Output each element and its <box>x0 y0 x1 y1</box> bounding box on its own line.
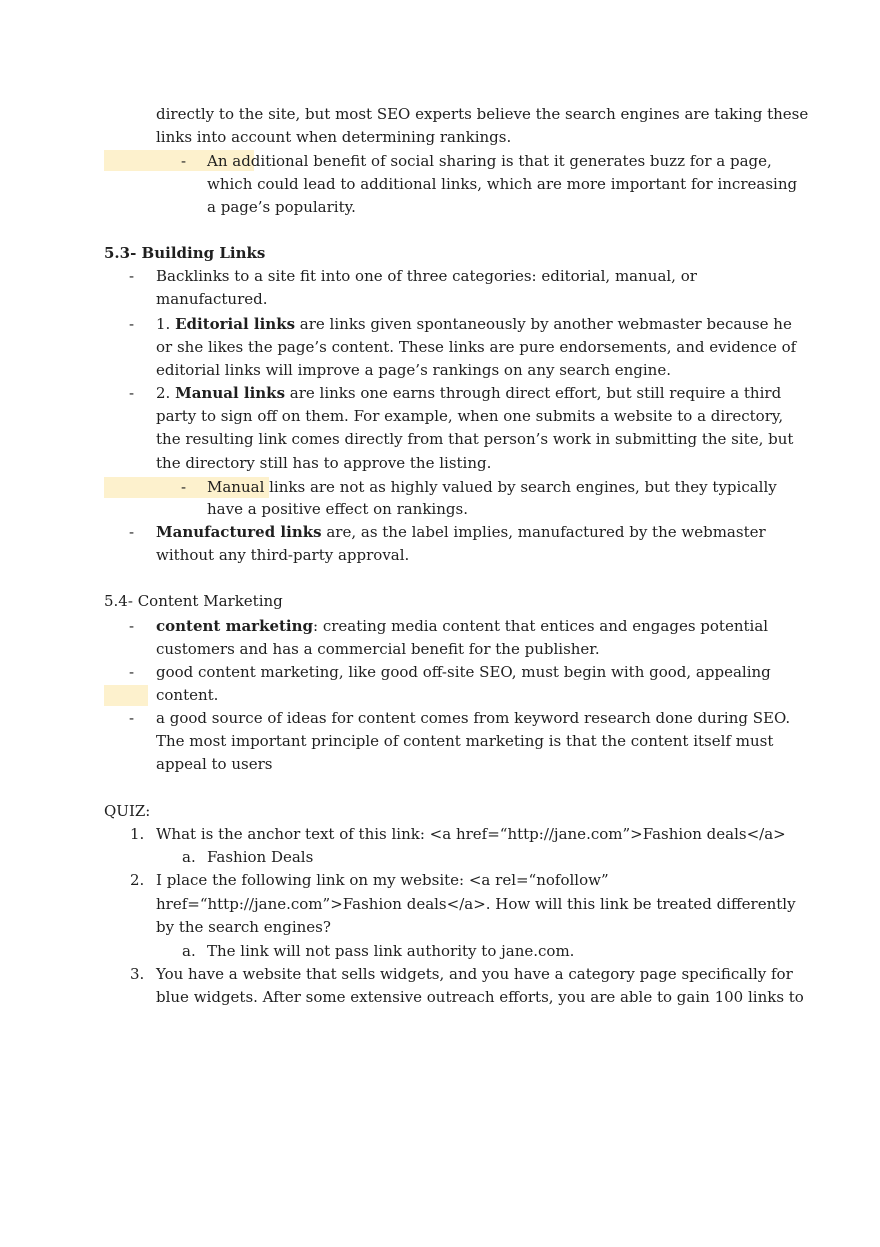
bullet-line: The most important principle of content marketing is that the content itself must <box>156 732 774 750</box>
bullet-line: content marketing: creating media content that entices and engages potential <box>156 617 769 635</box>
bullet-line: the directory still has to approve the listing. <box>156 454 492 472</box>
bullet-marker: - <box>129 663 135 681</box>
bullet-line: editorial links will improve a page’s rankings on any search engine. <box>156 361 671 379</box>
list-letter: a. <box>182 942 196 960</box>
bullet-marker: - <box>181 478 187 496</box>
bullet-line: without any third-party approval. <box>156 546 410 564</box>
section-heading: 5.3- Building Links <box>104 244 266 262</box>
bullet-line: party to sign off on them. For example, when one submits a website to a directory, <box>156 407 784 425</box>
bullet-marker: - <box>129 709 135 727</box>
bullet-line: content. <box>156 686 219 704</box>
bullet-marker: - <box>129 315 135 333</box>
bullet-line: customers and has a commercial benefit for the publisher. <box>156 640 600 658</box>
quiz-question: href=“http://jane.com”>Fashion deals</a>. How will this link be treated differently <box>156 895 796 913</box>
sub-bullet-line: An additional benefit of social sharing is that it generates buzz for a page, <box>207 152 772 170</box>
quiz-heading: QUIZ: <box>104 802 151 820</box>
sub-bullet-line: have a positive effect on rankings. <box>207 500 468 518</box>
bold-term: Manufactured links <box>156 523 322 541</box>
list-letter: a. <box>182 848 196 866</box>
bullet-line: manufactured. <box>156 290 268 308</box>
quiz-answer: Fashion Deals <box>207 848 314 866</box>
bullet-marker: - <box>181 152 187 170</box>
paragraph-line: directly to the site, but most SEO experts believe the search engines are taking these <box>156 105 809 123</box>
bullet-marker: - <box>129 267 135 285</box>
quiz-answer: The link will not pass link authority to jane.com. <box>207 942 575 960</box>
bold-term: content marketing <box>156 617 314 635</box>
bullet-line: 2. Manual links are links one earns through direct effort, but still require a third <box>156 384 782 402</box>
quiz-question: You have a website that sells widgets, and you have a category page specifically for <box>156 965 793 983</box>
bullet-line: appeal to users <box>156 755 273 773</box>
sub-bullet-line: a page’s popularity. <box>207 198 356 216</box>
bullet-marker: - <box>129 523 135 541</box>
quiz-question: by the search engines? <box>156 918 331 936</box>
paragraph-line: links into account when determining rankings. <box>156 128 512 146</box>
highlight-mark <box>104 685 148 706</box>
section-heading: 5.4- Content Marketing <box>104 592 283 610</box>
bullet-line: Backlinks to a site fit into one of three categories: editorial, manual, or <box>156 267 697 285</box>
bold-term: Editorial links <box>175 315 296 333</box>
bold-term: Manual links <box>175 384 286 402</box>
bullet-line: a good source of ideas for content comes from keyword research done during SEO. <box>156 709 791 727</box>
bullet-marker: - <box>129 384 135 402</box>
list-number: 3. <box>130 965 145 983</box>
quiz-question: What is the anchor text of this link: <a href=“http://jane.com”>Fashion deals</a> <box>156 825 786 843</box>
quiz-question: I place the following link on my website: <a rel=“nofollow” <box>156 871 609 889</box>
bullet-line: Manufactured links are, as the label implies, manufactured by the webmaster <box>156 523 766 541</box>
sub-bullet-line: which could lead to additional links, which are more important for increasing <box>207 175 798 193</box>
list-number: 2. <box>130 871 145 889</box>
bullet-line: 1. Editorial links are links given spontaneously by another webmaster because he <box>156 315 792 333</box>
bullet-line: the resulting link comes directly from that person’s work in submitting the site, but <box>156 430 794 448</box>
bullet-marker: - <box>129 617 135 635</box>
quiz-question: blue widgets. After some extensive outreach efforts, you are able to gain 100 links to <box>156 988 804 1006</box>
bullet-line: or she likes the page’s content. These links are pure endorsements, and evidence of <box>156 338 797 356</box>
list-number: 1. <box>130 825 145 843</box>
bullet-line: good content marketing, like good off-site SEO, must begin with good, appealing <box>156 663 771 681</box>
sub-bullet-line: Manual links are not as highly valued by search engines, but they typically <box>207 478 777 496</box>
